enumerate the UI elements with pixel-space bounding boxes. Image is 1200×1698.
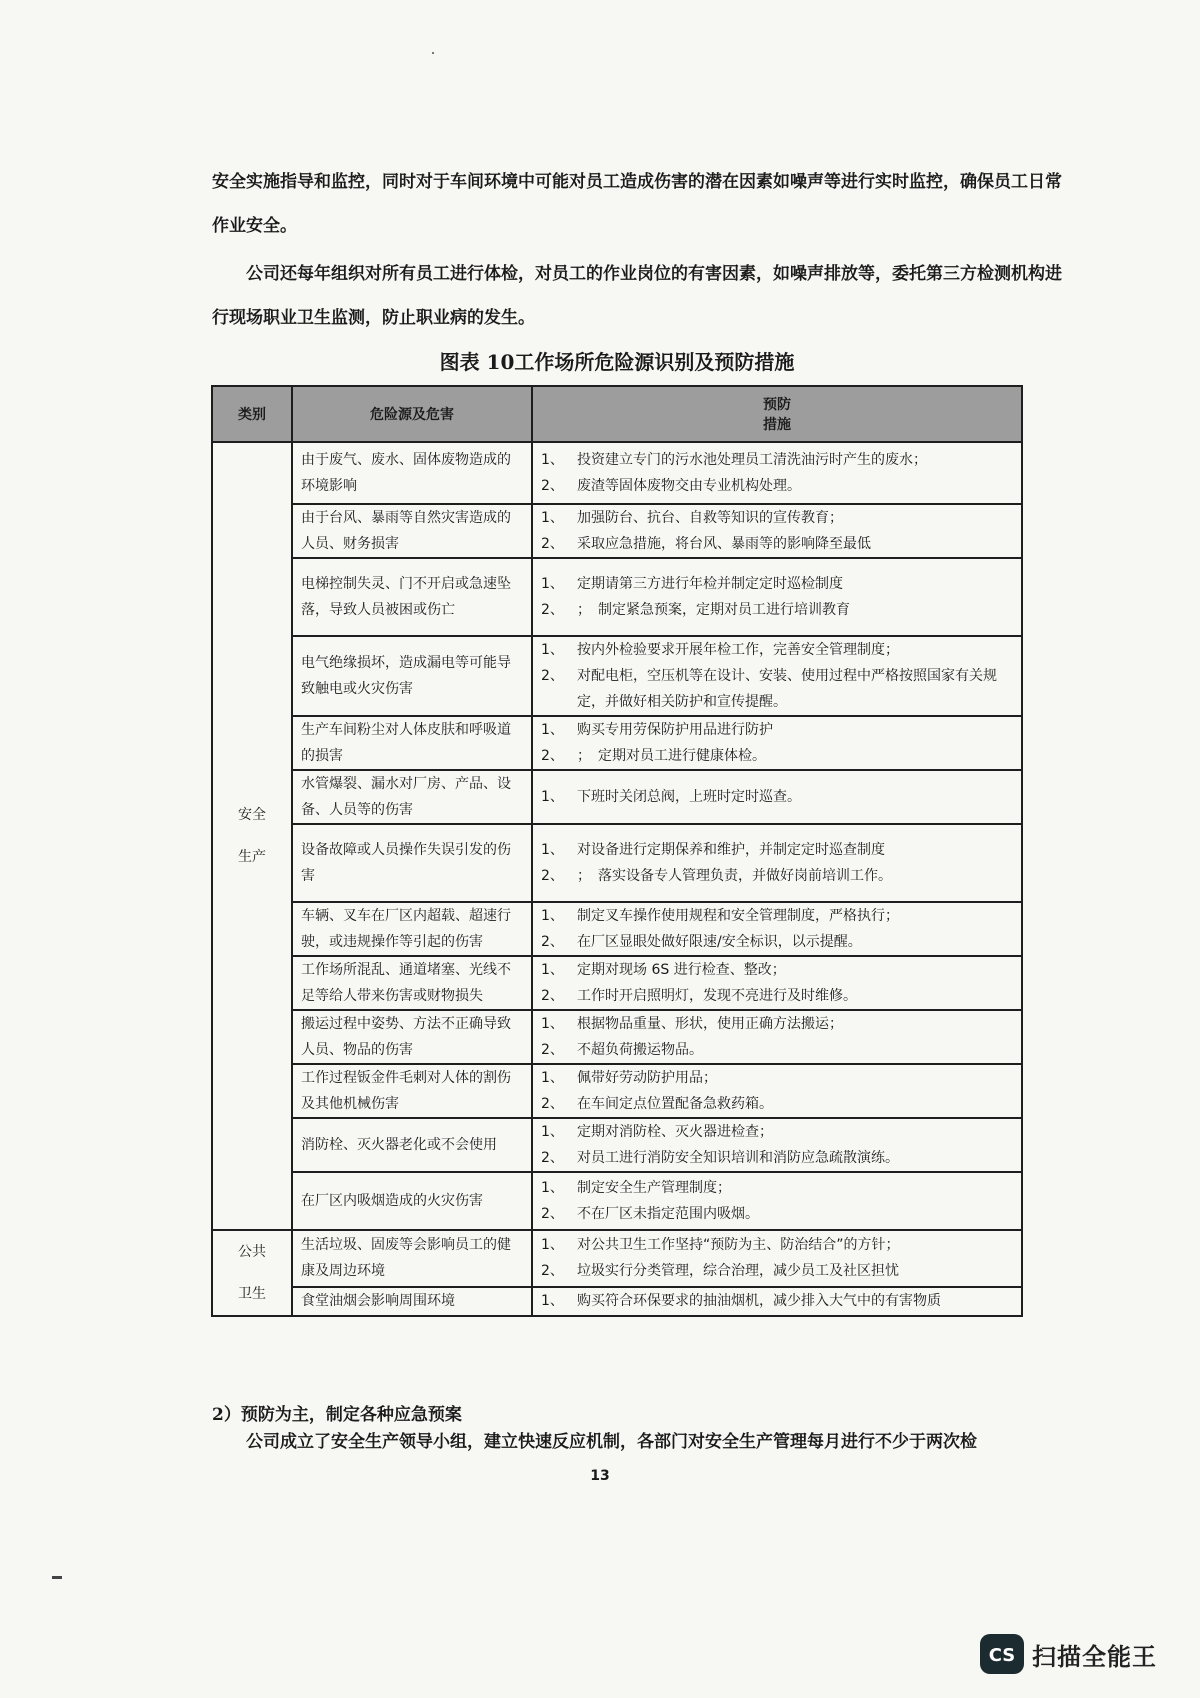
measure-number: 1、	[541, 722, 564, 738]
measure-item	[541, 1258, 1013, 1284]
table-row	[212, 1230, 1022, 1287]
measure-text: 对公共卫生工作坚持“预防为主、防治结合”的方针；	[577, 1237, 900, 1254]
measure-number: 2、	[541, 602, 564, 618]
measure-text: 不在厂区未指定范围内吸烟。	[577, 1206, 759, 1222]
measure-text: 不超负荷搬运物品。	[577, 1042, 703, 1058]
measures-cell	[532, 1172, 1022, 1230]
measure-text: 制定安全生产管理制度；	[577, 1180, 731, 1196]
measure-number: 2、	[541, 1042, 564, 1058]
measure-item	[541, 1037, 1013, 1063]
measure-item	[541, 447, 1013, 473]
measure-text: 对设备进行定期保养和维护，并制定定时巡查制度	[577, 842, 885, 858]
measure-text: 对员工进行消防安全知识培训和消防应急疏散演练。	[577, 1150, 899, 1166]
measures-cell	[532, 770, 1022, 824]
table-row	[212, 1287, 1022, 1316]
measure-text: 在厂区显眼处做好限速/安全标识，以示提醒。	[577, 934, 862, 950]
scan-speck	[432, 52, 434, 54]
table-row	[212, 824, 1022, 902]
hazard-cell: 由于台风、暴雨等自然灾害造成的人员、财务损害	[292, 504, 532, 558]
measures-cell	[532, 824, 1022, 902]
table-row	[212, 716, 1022, 770]
hazard-cell: 电气绝缘损坏，造成漏电等可能导致触电或火灾伤害	[292, 636, 532, 716]
measure-number: 2、	[541, 748, 564, 764]
category-label: 生产	[238, 849, 266, 865]
measure-number: 1、	[541, 789, 564, 805]
measures-cell	[532, 1230, 1022, 1287]
measures-cell	[532, 1010, 1022, 1064]
camscanner-logo-icon	[980, 1634, 1024, 1674]
header-hazard: 危险源及危害	[292, 386, 532, 442]
measure-text: 佩带好劳动防护用品；	[577, 1070, 717, 1086]
table-body	[212, 442, 1022, 1316]
table-row	[212, 1118, 1022, 1172]
measure-item	[541, 1119, 1013, 1145]
watermark-brand: 扫描全能王	[1032, 1642, 1157, 1671]
measures-cell	[532, 716, 1022, 770]
measures-cell	[532, 902, 1022, 956]
measure-item	[541, 1175, 1013, 1201]
measure-text: 根据物品重量、形状，使用正确方法搬运；	[577, 1016, 843, 1032]
measure-number: 1、	[541, 510, 564, 526]
hazard-cell: 设备故障或人员操作失误引发的伤害	[292, 824, 532, 902]
measure-text: 制定叉车操作使用规程和安全管理制度，严格执行；	[577, 908, 899, 924]
measure-item	[541, 571, 1013, 597]
measure-item	[541, 957, 1013, 983]
closing-paragraph: 公司成立了安全生产领导小组，建立快速反应机制，各部门对安全生产管理每月进行不少于两次检	[246, 1432, 977, 1452]
measure-item	[541, 1288, 1013, 1314]
hazard-cell: 食堂油烟会影响周围环境	[292, 1287, 532, 1316]
measures-cell	[532, 558, 1022, 636]
measure-item	[541, 1145, 1013, 1171]
measure-text: 在车间定点位置配备急救药箱。	[577, 1096, 773, 1112]
hazard-cell: 工作场所混乱、通道堵塞、光线不足等给人带来伤害或财物损失	[292, 956, 532, 1010]
measure-item	[541, 903, 1013, 929]
measure-item	[541, 531, 1013, 557]
category-label: 卫生	[238, 1286, 266, 1302]
camscanner-watermark	[980, 1634, 1157, 1674]
table-caption: 图表 10工作场所危险源识别及预防措施	[439, 350, 795, 374]
measures-cell	[532, 442, 1022, 504]
table-row	[212, 1010, 1022, 1064]
header-category: 类别	[212, 386, 292, 442]
table-row	[212, 504, 1022, 558]
hazard-cell: 由于废气、废水、固体废物造成的环境影响	[292, 442, 532, 504]
measure-text: 购买专用劳保防护用品进行防护	[577, 722, 773, 738]
measure-text: 定期对消防栓、灭火器进检查；	[577, 1124, 773, 1140]
table-row	[212, 1064, 1022, 1118]
measure-item	[541, 929, 1013, 955]
hazard-cell: 电梯控制失灵、门不开启或急速坠落，导致人员被困或伤亡	[292, 558, 532, 636]
measure-item	[541, 1232, 1013, 1258]
category-cell	[212, 1230, 292, 1316]
measure-text: 对配电柜，空压机等在设计、安装、使用过程中严格按照国家有关规定，并做好相关防护和宣传提醒。	[577, 668, 997, 710]
hazard-cell: 生活垃圾、固废等会影响员工的健康及周边环境	[292, 1230, 532, 1287]
measure-number: 1、	[541, 1293, 564, 1310]
measure-number: 2、	[541, 478, 564, 494]
measure-text: 垃圾实行分类管理，综合治理，减少员工及社区担忧	[577, 1263, 899, 1280]
measure-text: ； 落实设备专人管理负责，并做好岗前培训工作。	[577, 868, 892, 884]
measures-cell	[532, 636, 1022, 716]
measure-item	[541, 863, 1013, 889]
measure-text: 工作时开启照明灯，发现不亮进行及时维修。	[577, 988, 857, 1004]
measure-item	[541, 473, 1013, 499]
header-measure-line1: 预防	[763, 397, 791, 413]
measure-number: 1、	[541, 1124, 564, 1140]
measure-item	[541, 637, 1013, 663]
measure-text: 购买符合环保要求的抽油烟机，减少排入大气中的有害物质	[577, 1293, 941, 1310]
hazard-table	[211, 385, 1023, 1317]
measures-cell	[532, 956, 1022, 1010]
measure-text: ； 定期对员工进行健康体检。	[577, 748, 766, 764]
measure-text: 按内外检验要求开展年检工作，完善安全管理制度；	[577, 642, 899, 658]
measure-item	[541, 837, 1013, 863]
measure-item	[541, 743, 1013, 769]
measure-number: 2、	[541, 988, 564, 1004]
table-row	[212, 1172, 1022, 1230]
category-cell	[212, 442, 292, 1230]
header-measure	[532, 386, 1022, 442]
logo-text: CS	[988, 1645, 1016, 1666]
measure-item	[541, 717, 1013, 743]
measure-item	[541, 983, 1013, 1009]
measures-cell	[532, 1064, 1022, 1118]
measure-number: 2、	[541, 868, 564, 884]
measure-number: 1、	[541, 962, 564, 978]
header-measure-line2: 措施	[763, 417, 791, 433]
intro-paragraph-1: 安全实施指导和监控，同时对于车间环境中可能对员工造成伤害的潜在因素如噪声等进行实时监控，确保员工日常作业安全。	[212, 172, 1062, 236]
measure-text: 下班时关闭总阀，上班时定时巡查。	[577, 789, 801, 805]
measure-item	[541, 663, 1013, 715]
measure-number: 1、	[541, 1237, 564, 1254]
measure-number: 1、	[541, 576, 564, 592]
measure-item	[541, 597, 1013, 623]
measure-item	[541, 505, 1013, 531]
table-header	[212, 386, 1022, 442]
measure-number: 2、	[541, 536, 564, 552]
hazard-cell: 消防栓、灭火器老化或不会使用	[292, 1118, 532, 1172]
measure-item	[541, 1065, 1013, 1091]
measure-number: 1、	[541, 1016, 564, 1032]
measure-number: 1、	[541, 908, 564, 924]
measures-cell	[532, 1287, 1022, 1316]
table-row	[212, 902, 1022, 956]
measure-text: 加强防台、抗台、自救等知识的宣传教育；	[577, 510, 843, 526]
measure-item	[541, 1011, 1013, 1037]
table-row	[212, 442, 1022, 504]
hazard-cell: 生产车间粉尘对人体皮肤和呼吸道的损害	[292, 716, 532, 770]
measure-number: 1、	[541, 1070, 564, 1086]
measure-number: 2、	[541, 668, 564, 684]
measure-number: 1、	[541, 842, 564, 858]
measure-item	[541, 1091, 1013, 1117]
measure-number: 2、	[541, 1096, 564, 1112]
measure-item	[541, 784, 1013, 810]
table-row	[212, 770, 1022, 824]
measure-text: 定期对现场 6S 进行检查、整改；	[577, 962, 786, 978]
measure-number: 1、	[541, 1180, 564, 1196]
hazard-cell: 车辆、叉车在厂区内超载、超速行驶，或违规操作等引起的伤害	[292, 902, 532, 956]
hazard-cell: 搬运过程中姿势、方法不正确导致人员、物品的伤害	[292, 1010, 532, 1064]
category-label: 公共	[238, 1244, 266, 1260]
table-row	[212, 636, 1022, 716]
measure-number: 1、	[541, 452, 564, 468]
measure-number: 2、	[541, 1150, 564, 1166]
measure-text: 废渣等固体废物交由专业机构处理。	[577, 478, 801, 494]
measure-number: 2、	[541, 1263, 564, 1280]
scan-mark	[52, 1576, 62, 1579]
measure-text: ； 制定紧急预案，定期对员工进行培训教育	[577, 602, 850, 618]
table-row	[212, 956, 1022, 1010]
page-number: 13	[590, 1468, 610, 1484]
measure-number: 2、	[541, 934, 564, 950]
measure-text: 采取应急措施，将台风、暴雨等的影响降至最低	[577, 536, 871, 552]
hazard-cell: 水管爆裂、漏水对厂房、产品、设备、人员等的伤害	[292, 770, 532, 824]
measures-cell	[532, 1118, 1022, 1172]
hazard-cell: 在厂区内吸烟造成的火灾伤害	[292, 1172, 532, 1230]
intro-paragraph-2: 公司还每年组织对所有员工进行体检，对员工的作业岗位的有害因素，如噪声排放等，委托第三方检测机构进行现场职业卫生监测，防止职业病的发生。	[212, 264, 1062, 328]
section-heading: 2）预防为主，制定各种应急预案	[212, 1405, 462, 1425]
measure-text: 定期请第三方进行年检并制定定时巡检制度	[577, 576, 843, 592]
hazard-cell: 工作过程钣金件毛刺对人体的割伤及其他机械伤害	[292, 1064, 532, 1118]
measure-text: 投资建立专门的污水池处理员工清洗油污时产生的废水；	[577, 452, 927, 468]
category-label: 安全	[238, 807, 266, 823]
measure-item	[541, 1201, 1013, 1227]
table-row	[212, 558, 1022, 636]
measures-cell	[532, 504, 1022, 558]
measure-number: 2、	[541, 1206, 564, 1222]
measure-number: 1、	[541, 642, 564, 658]
